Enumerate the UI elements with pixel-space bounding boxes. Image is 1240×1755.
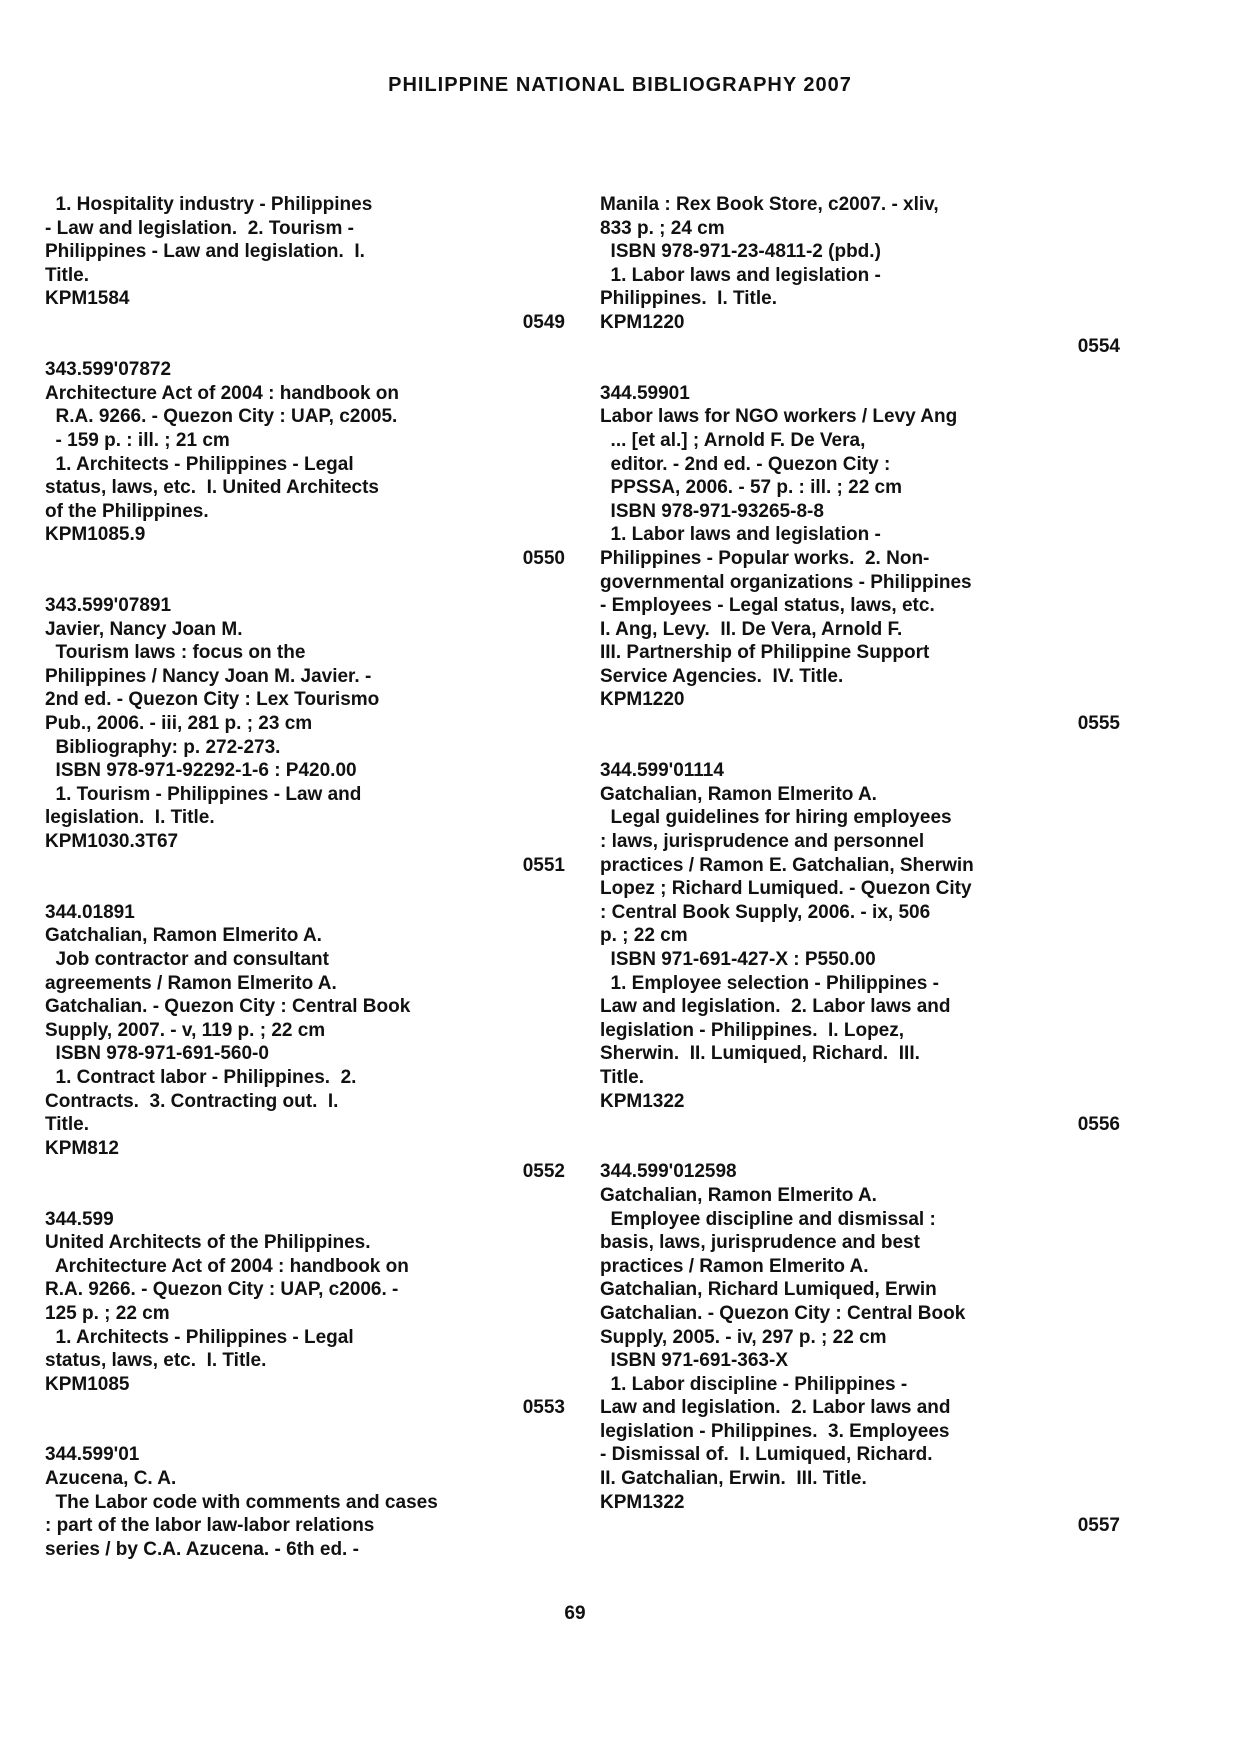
text-line: Bibliography: p. 272-273. (45, 736, 281, 758)
entry-number: 0551 (522, 854, 565, 876)
text-line: - Dismissal of. I. Lumiqued, Richard. (600, 1444, 933, 1466)
text-line: : laws, jurisprudence and personnel (600, 831, 925, 853)
text-line: 1. Tourism - Philippines - Law and (45, 783, 362, 805)
text-line: KPM1322 (600, 1491, 685, 1513)
text-line: 344.599'01 (45, 1444, 140, 1466)
text-line: 1. Hospitality industry - Philippines (45, 194, 373, 215)
text-line: KPM812 (45, 1137, 119, 1159)
text-line: ISBN 978-971-23-4811-2 (pbd.) (600, 241, 881, 263)
text-line: series / by C.A. Azucena. - 6th ed. - (45, 1538, 359, 1560)
text-line: Gatchalian, Ramon Elmerito A. (600, 783, 877, 805)
text-line: Supply, 2007. - v, 119 p. ; 22 cm (45, 1019, 326, 1041)
text-line: Title. (600, 1066, 644, 1088)
text-line: 343.599'07872 (45, 359, 172, 381)
text-line: Gatchalian, Ramon Elmerito A. (600, 1184, 877, 1206)
text-line: 1. Labor discipline - Philippines - (600, 1373, 908, 1395)
text-line: ISBN 971-691-363-X (600, 1350, 788, 1372)
text-line: practices / Ramon Elmerito A. (600, 1255, 869, 1277)
text-line: 1. Architects - Philippines - Legal (45, 453, 354, 475)
entry-number: 0549 (522, 311, 565, 333)
text-line: Architecture Act of 2004 : handbook on (45, 1255, 409, 1277)
text-line: : part of the labor law-labor relations (45, 1515, 375, 1537)
entry-number: 0554 (1077, 335, 1120, 357)
text-line: Title. (45, 264, 89, 286)
text-line (45, 877, 565, 901)
text-line: 344.599'012598 (600, 1161, 737, 1183)
text-line: Tourism laws : focus on the (45, 642, 306, 664)
text-line: 1. Labor laws and legislation - (600, 524, 881, 546)
text-line: II. Gatchalian, Erwin. III. Title. (600, 1468, 867, 1490)
text-line: R.A. 9266. - Quezon City : UAP, c2005. (45, 406, 398, 428)
text-line: Gatchalian. - Quezon City : Central Book (600, 1302, 966, 1324)
text-line: Law and legislation. 2. Labor laws and (600, 996, 951, 1018)
text-line: Pub., 2006. - iii, 281 p. ; 23 cm (45, 713, 313, 735)
text-line: Sherwin. II. Lumiqued, Richard. III. (600, 1043, 920, 1065)
text-line: of the Philippines. (45, 500, 209, 522)
text-line: status, laws, etc. I. Title. (45, 1350, 267, 1372)
text-line: - 159 p. : ill. ; 21 cm (45, 429, 230, 451)
text-line: 344.59901 (600, 382, 690, 404)
text-line: 1. Contract labor - Philippines. 2. (45, 1066, 357, 1088)
text-line: Manila : Rex Book Store, c2007. - xliv, (600, 194, 939, 215)
text-line: 1. Employee selection - Philippines - (600, 972, 939, 994)
text-line: Gatchalian. - Quezon City : Central Book (45, 996, 411, 1018)
text-line: editor. - 2nd ed. - Quezon City : (600, 453, 891, 475)
text-line: PPSSA, 2006. - 57 p. : ill. ; 22 cm (600, 477, 903, 499)
text-line: Philippines / Nancy Joan M. Javier. - (45, 665, 372, 687)
text-line: ... [et al.] ; Arnold F. De Vera, (600, 429, 866, 451)
text-line: 343.599'07891 (45, 595, 172, 617)
text-line: Lopez ; Richard Lumiqued. - Quezon City (600, 878, 972, 900)
text-line: Gatchalian, Ramon Elmerito A. (45, 925, 322, 947)
text-line: Job contractor and consultant (45, 949, 329, 970)
text-line (600, 358, 1120, 382)
text-line: KPM1085 (45, 1373, 130, 1395)
text-line: basis, laws, jurisprudence and best (600, 1232, 920, 1254)
text-line: Philippines. I. Title. (600, 288, 778, 310)
right-column (600, 193, 1120, 1538)
text-line: Service Agencies. IV. Title. (600, 665, 844, 687)
page-number: 69 (564, 1603, 586, 1624)
text-line: 344.599 (45, 1208, 114, 1230)
text-line: KPM1584 (45, 288, 130, 310)
text-line: - Law and legislation. 2. Tourism - (45, 217, 354, 239)
text-line: ISBN 978-971-92292-1-6 : P420.00 (45, 760, 357, 782)
text-line: agreements / Ramon Elmerito A. (45, 972, 337, 994)
text-line: governmental organizations - Philippines (600, 571, 972, 593)
text-line: KPM1030.3T67 (45, 831, 179, 853)
text-line: Law and legislation. 2. Labor laws and (600, 1397, 951, 1419)
text-line: Employee discipline and dismissal : (600, 1208, 936, 1230)
entry-number: 0555 (1077, 713, 1120, 735)
entry-number: 0552 (522, 1161, 565, 1183)
text-line: Javier, Nancy Joan M. (45, 618, 243, 640)
text-line: Architecture Act of 2004 : handbook on (45, 382, 400, 404)
text-line (45, 1420, 565, 1444)
text-line: The Labor code with comments and cases (45, 1491, 438, 1513)
text-line: R.A. 9266. - Quezon City : UAP, c2006. - (45, 1279, 399, 1301)
text-line: United Architects of the Philippines. (45, 1232, 371, 1254)
text-line: III. Partnership of Philippine Support (600, 642, 930, 664)
text-line: - Employees - Legal status, laws, etc. (600, 595, 935, 617)
text-line: 344.01891 (45, 901, 135, 923)
page-header-title: PHILIPPINE NATIONAL BIBLIOGRAPHY 2007 (388, 74, 852, 96)
left-column (45, 193, 565, 1561)
text-line: 2nd ed. - Quezon City : Lex Tourismo (45, 689, 380, 711)
text-line: 1. Architects - Philippines - Legal (45, 1326, 354, 1348)
text-line: ISBN 971-691-427-X : P550.00 (600, 949, 876, 970)
text-line: ISBN 978-971-93265-8-8 (600, 500, 824, 522)
entry-number: 0557 (1077, 1515, 1120, 1537)
entry-number: 0556 (1077, 1114, 1120, 1136)
text-line (600, 736, 1120, 760)
text-line: Philippines - Popular works. 2. Non- (600, 547, 930, 569)
text-line: 833 p. ; 24 cm (600, 217, 725, 239)
text-line: practices / Ramon E. Gatchalian, Sherwin (600, 854, 974, 876)
text-line: legislation. I. Title. (45, 807, 215, 829)
text-line: legislation - Philippines. I. Lopez, (600, 1019, 905, 1041)
entry-number: 0550 (522, 547, 565, 569)
text-line: Labor laws for NGO workers / Levy Ang (600, 406, 958, 428)
entry-number: 0553 (522, 1397, 565, 1419)
text-line: KPM1322 (600, 1090, 685, 1112)
text-line: Philippines - Law and legislation. I. (45, 241, 365, 263)
text-line: status, laws, etc. I. United Architects (45, 477, 380, 499)
text-line: : Central Book Supply, 2006. - ix, 506 (600, 901, 931, 923)
text-line: ISBN 978-971-691-560-0 (45, 1043, 269, 1065)
text-line: KPM1220 (600, 689, 685, 711)
text-line: KPM1085.9 (45, 524, 146, 546)
text-line: p. ; 22 cm (600, 925, 688, 947)
text-line: Contracts. 3. Contracting out. I. (45, 1090, 339, 1112)
text-line: Supply, 2005. - iv, 297 p. ; 22 cm (600, 1326, 887, 1348)
text-line: I. Ang, Levy. II. De Vera, Arnold F. (600, 618, 903, 640)
text-line (45, 571, 565, 595)
text-line (45, 1184, 565, 1208)
text-line: 1. Labor laws and legislation - (600, 264, 881, 286)
text-line: Title. (45, 1114, 89, 1136)
text-line (600, 1137, 1120, 1161)
text-line: 344.599'01114 (600, 760, 724, 782)
text-line (45, 335, 565, 359)
text-line: Legal guidelines for hiring employees (600, 807, 952, 829)
text-line: Gatchalian, Richard Lumiqued, Erwin (600, 1279, 937, 1301)
text-line: KPM1220 (600, 311, 685, 333)
text-line: legislation - Philippines. 3. Employees (600, 1420, 950, 1442)
text-line: Azucena, C. A. (45, 1468, 177, 1490)
text-line: 125 p. ; 22 cm (45, 1302, 170, 1324)
